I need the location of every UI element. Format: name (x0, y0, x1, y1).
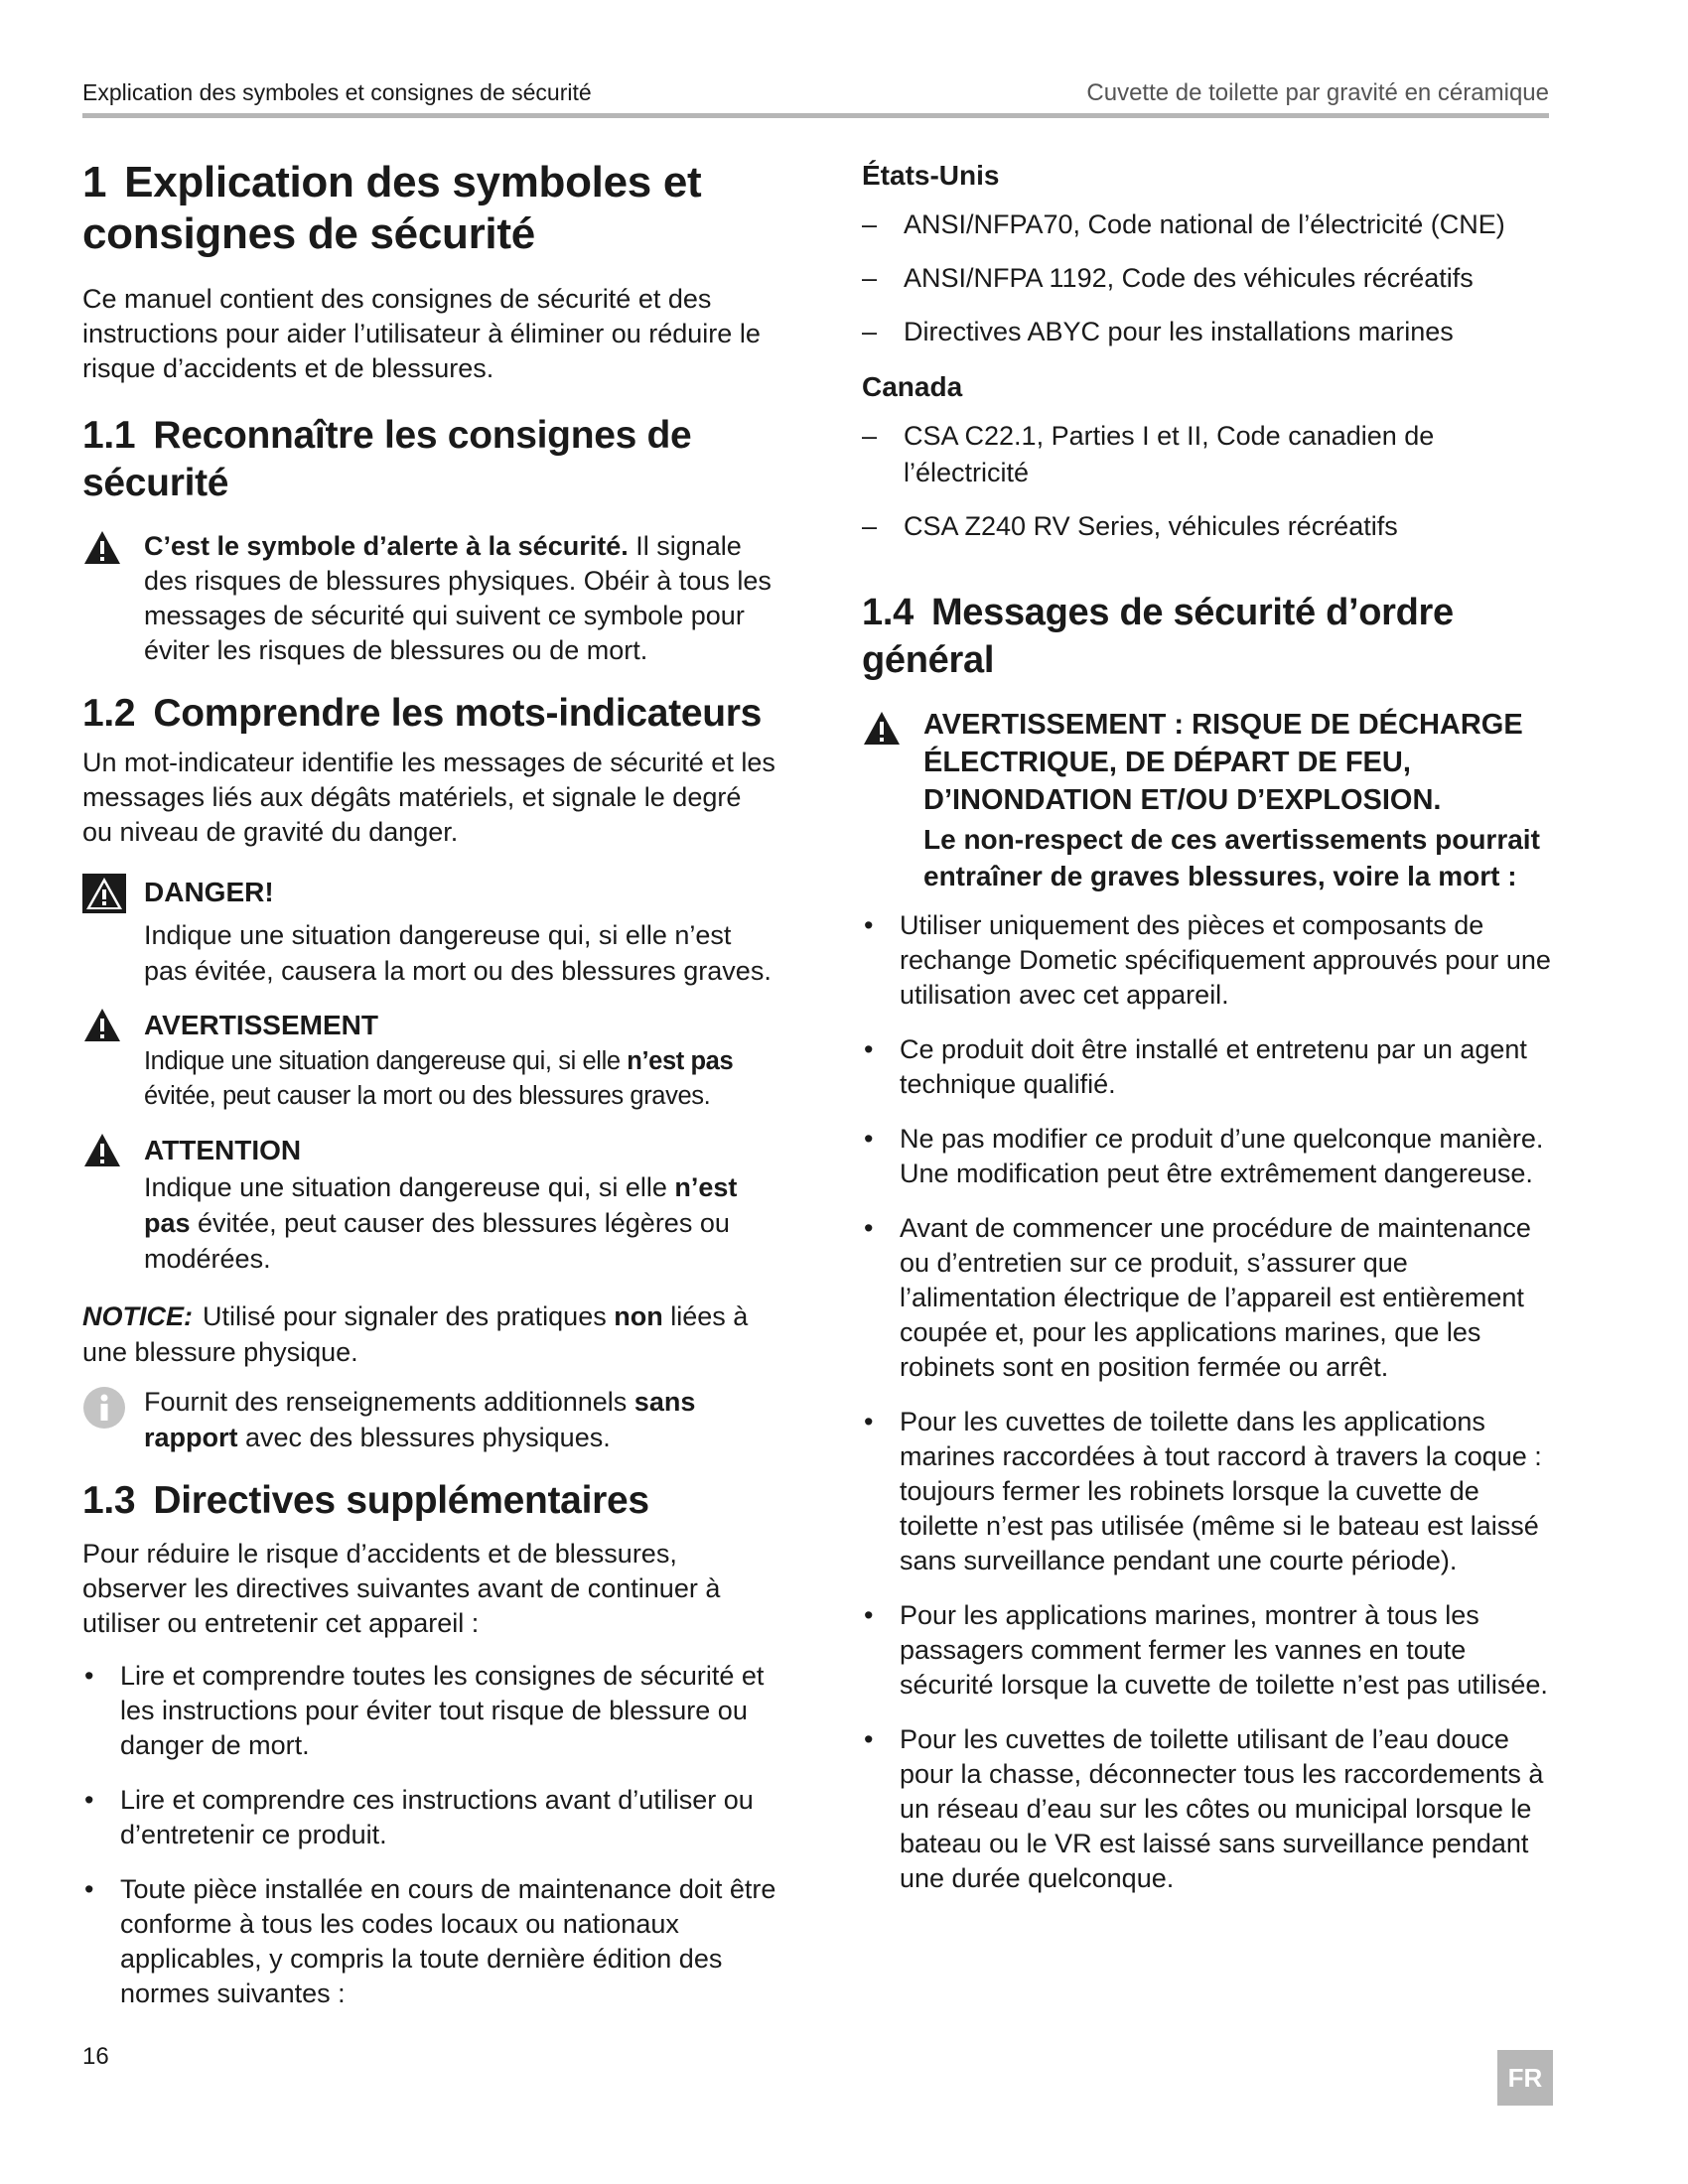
left-column (82, 157, 777, 2031)
warning-text-a: Indique une situation dangereuse qui, si elle (144, 1047, 628, 1075)
list-item-text: ANSI/NFPA 1192, Code des véhicules récréatifs (904, 263, 1474, 293)
list-item: – CSA Z240 RV Series, véhicules récréatifs (862, 511, 1398, 541)
header-product-title: Cuvette de toilette par gravité en céramique (1086, 79, 1549, 106)
list-item: • Ne pas modifier ce produit d’une quelconque manière. Une modification peut être extrêmement dangereuse. (864, 1124, 1544, 1188)
general-warning-title: AVERTISSEMENT : RISQUE DE DÉCHARGE ÉLECTRIQUE, DE DÉPART DE FEU, D’INONDATION ET/OU D’EXPLOSION. (923, 709, 1523, 816)
canada-standards-label: Canada (862, 371, 963, 402)
section-1-3-intro: Pour réduire le risque d’accidents et de blessures, observer les directives suivantes avant de continuer à utiliser ou entretenir cet appareil : (82, 1539, 721, 1638)
page-number: 16 (82, 2043, 109, 2070)
guidelines-list (82, 1659, 777, 2011)
list-item-text: Utiliser uniquement des pièces et composants de rechange Dometic spécifiquement approuvés pour une utilisation avec cet appareil. (900, 910, 1551, 1010)
notice-text-bold: non (614, 1301, 663, 1331)
list-item: • Utiliser uniquement des pièces et composants de rechange Dometic spécifiquement approuvés pour une utilisation avec cet appareil. (864, 910, 1551, 1010)
section-title: Messages de sécurité d’ordre général (862, 592, 1454, 681)
section-title: Reconnaître les consignes de sécurité (82, 414, 692, 504)
list-item-text: Ce produit doit être installé et entretenu par un agent technique qualifié. (900, 1034, 1527, 1099)
warning-text-bold: n’est pas (627, 1047, 734, 1075)
us-standards-list (862, 206, 1557, 350)
list-item-text: Pour les cuvettes de toilette dans les applications marines raccordées à tout raccord à travers la coque : toujours fermer les robinets lorsque la cuvette de toilette n’est pas utilisée (même si le bateau est laissé sans surveillance pendant une courte période). (900, 1407, 1542, 1575)
general-safety-list (862, 908, 1557, 1896)
section-1-1-heading (82, 412, 777, 507)
section-number: 1 (82, 158, 107, 206)
warning-triangle-icon (82, 529, 122, 572)
list-item-text: Pour les applications marines, montrer à tous les passagers comment fermer les vannes en toute sécurité lorsque la cuvette de toilette n’est pas utilisée. (900, 1600, 1548, 1700)
header-rule (82, 113, 1549, 118)
list-item-text: Avant de commencer une procédure de maintenance ou d’entretien sur ce produit, s’assurer que l’alimentation électrique de l’appareil est entièrement coupée et, pour les applications marines, que les robinets sont en position fermée ou arrêt. (900, 1213, 1531, 1382)
section-number: 1.3 (82, 1479, 136, 1522)
list-item: • Pour les applications marines, montrer à tous les passagers comment fermer les vannes en toute sécurité lorsque la cuvette de toilette n’est pas utilisée. (864, 1600, 1548, 1700)
general-warning-subtitle: Le non-respect de ces avertissements pourrait entraîner de graves blessures, voire la mort : (923, 824, 1540, 891)
warning-triangle-icon (82, 1007, 122, 1049)
page-header (82, 79, 1549, 117)
canada-standards-list (862, 418, 1557, 545)
header-section-title: Explication des symboles et consignes de sécurité (82, 79, 592, 105)
section-1-4-heading (862, 589, 1557, 684)
list-item: – ANSI/NFPA 1192, Code des véhicules récréatifs (862, 263, 1474, 293)
caution-label: ATTENTION (144, 1135, 302, 1165)
list-item-text: Directives ABYC pour les installations marines (904, 317, 1454, 346)
section-1-2-heading (82, 690, 777, 738)
info-text-b: avec des blessures physiques. (237, 1423, 611, 1452)
list-item-text: Pour les cuvettes de toilette utilisant de l’eau douce pour la chasse, déconnecter tous les raccordements à un réseau d’eau sur les côtes ou municipal lorsque le bateau ou le VR est laissé sans surveillance pendant une durée quelconque. (900, 1724, 1544, 1893)
language-badge: FR (1497, 2050, 1553, 2106)
info-text-a: Fournit des renseignements additionnels (144, 1387, 634, 1417)
section-1-2-intro: Un mot-indicateur identifie les messages de sécurité et les messages liés aux dégâts matériels, et signale le degré ou niveau de gravité du danger. (82, 748, 775, 847)
danger-block (82, 874, 777, 989)
list-item: – Directives ABYC pour les installations marines (862, 317, 1454, 346)
list-item: – CSA C22.1, Parties I et II, Code canadien de l’électricité (862, 421, 1435, 487)
section-number: 1.2 (82, 692, 136, 735)
general-warning-block (862, 706, 1557, 894)
alert-symbol-bold: C’est le symbole d’alerte à la sécurité. (144, 531, 629, 561)
list-item-text: Toute pièce installée en cours de maintenance doit être conforme à tous les codes locaux ou nationaux applicables, y compris la toute dernière édition des normes suivantes : (120, 1874, 776, 2008)
warning-triangle-icon (82, 1132, 122, 1174)
info-block (82, 1384, 777, 1455)
right-column (862, 157, 1557, 1916)
section-title: Explication des symboles et consignes de sécurité (82, 158, 702, 258)
list-item-text: Ne pas modifier ce produit d’une quelconque manière. Une modification peut être extrêmement dangereuse. (900, 1124, 1544, 1188)
list-item: • Avant de commencer une procédure de maintenance ou d’entretien sur ce produit, s’assurer que l’alimentation électrique de l’appareil est entièrement coupée et, pour les applications marines, que les robinets sont en position fermée ou arrêt. (864, 1213, 1531, 1382)
list-item: • Lire et comprendre toutes les consignes de sécurité et les instructions pour éviter tout risque de blessure ou danger de mort. (84, 1661, 765, 1760)
list-item: • Pour les cuvettes de toilette dans les applications marines raccordées à tout raccord à travers la coque : toujours fermer les robinets lorsque la cuvette de toilette n’est pas utilisée (même si le bateau est laissé sans surveillance pendant une courte période). (864, 1407, 1542, 1575)
caution-text-b: évitée, peut causer des blessures légères ou modérées. (144, 1208, 730, 1274)
warning-text-b: évitée, peut causer la mort ou des blessures graves. (144, 1082, 711, 1110)
section-title: Comprendre les mots-indicateurs (153, 692, 763, 735)
list-item: • Ce produit doit être installé et entretenu par un agent technique qualifié. (864, 1034, 1527, 1099)
notice-block (82, 1298, 777, 1370)
warning-block (82, 1007, 777, 1114)
alert-symbol-text: Il signale des risques de blessures physiques. Obéir à tous les messages de sécurité qui suivent ce symbole pour éviter les risques de blessures ou de mort. (144, 531, 772, 665)
section-1-intro: Ce manuel contient des consignes de sécurité et des instructions pour aider l’utilisateur à éliminer ou réduire le risque d’accidents et de blessures. (82, 284, 761, 383)
section-number: 1.1 (82, 414, 136, 457)
notice-text-a: Utilisé pour signaler des pratiques (203, 1301, 615, 1331)
list-item-text: Lire et comprendre toutes les consignes de sécurité et les instructions pour éviter tout risque de blessure ou danger de mort. (120, 1661, 765, 1760)
list-item: • Pour les cuvettes de toilette utilisant de l’eau douce pour la chasse, déconnecter tous les raccordements à un réseau d’eau sur les côtes ou municipal lorsque le bateau ou le VR est laissé sans surveillance pendant une durée quelconque. (864, 1724, 1544, 1893)
section-1-heading (82, 157, 777, 260)
section-number: 1.4 (862, 592, 914, 633)
notice-label: NOTICE: (82, 1301, 193, 1331)
caution-text-a: Indique une situation dangereuse qui, si elle (144, 1172, 675, 1202)
list-item-text: ANSI/NFPA70, Code national de l’électricité (CNE) (904, 209, 1505, 239)
caution-text-bold: n’est pas (144, 1172, 738, 1238)
list-item-text: CSA C22.1, Parties I et II, Code canadien de l’électricité (904, 421, 1435, 487)
info-circle-icon (82, 1386, 126, 1434)
section-title: Directives supplémentaires (153, 1479, 649, 1522)
list-item-text: Lire et comprendre ces instructions avant d’utiliser ou d’entretenir ce produit. (120, 1785, 754, 1849)
notice-text-b: liées à une blessure physique. (82, 1301, 749, 1367)
danger-label: DANGER! (144, 877, 274, 907)
section-1-3-heading (82, 1477, 777, 1525)
danger-text: Indique une situation dangereuse qui, si elle n’est pas évitée, causera la mort ou des blessures graves. (144, 920, 772, 986)
list-item-text: CSA Z240 RV Series, véhicules récréatifs (904, 511, 1398, 541)
list-item: • Toute pièce installée en cours de maintenance doit être conforme à tous les codes locaux ou nationaux applicables, y compris la toute dernière édition des normes suivantes : (84, 1874, 776, 2008)
caution-block (82, 1132, 777, 1277)
info-text-bold: sans rapport (144, 1387, 696, 1452)
safety-alert-symbol-note (82, 529, 777, 668)
danger-triangle-icon (82, 874, 126, 918)
warning-label: AVERTISSEMENT (144, 1010, 378, 1040)
us-standards-label: États-Unis (862, 160, 1000, 191)
list-item: – ANSI/NFPA70, Code national de l’électricité (CNE) (862, 209, 1505, 239)
list-item: • Lire et comprendre ces instructions avant d’utiliser ou d’entretenir ce produit. (84, 1785, 754, 1849)
warning-triangle-icon (862, 710, 902, 752)
